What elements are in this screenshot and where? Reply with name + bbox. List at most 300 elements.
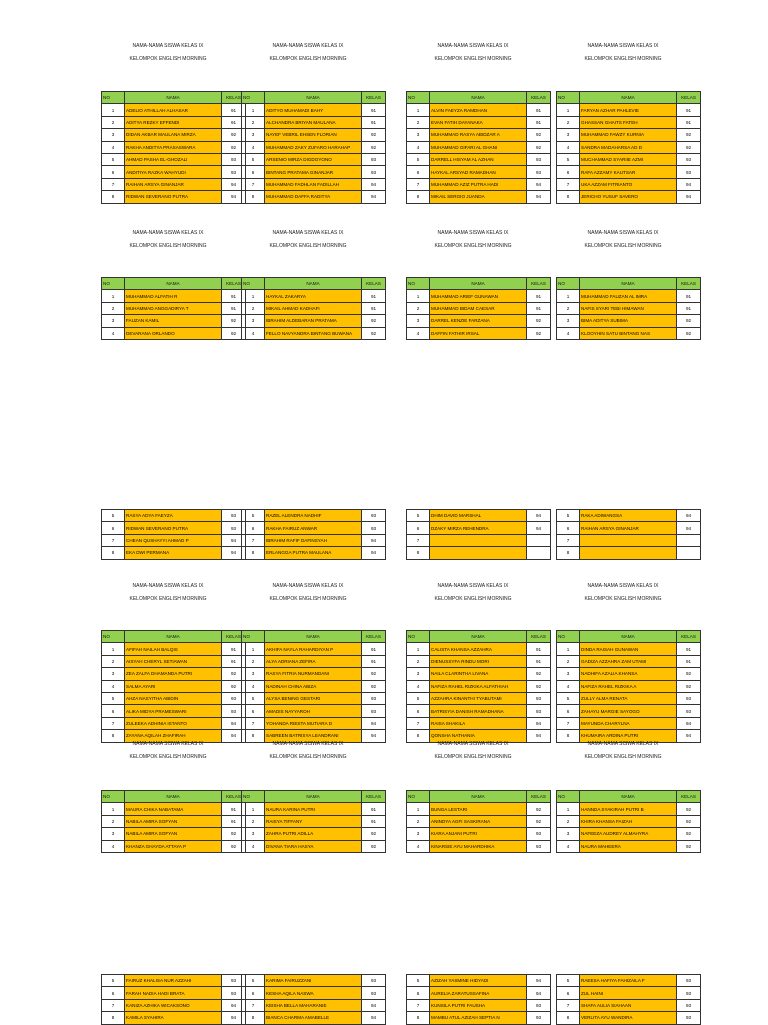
cell-no[interactable]: 2: [242, 815, 265, 827]
cell-nama[interactable]: CALISTA KHANSA AZZAHRA: [430, 643, 527, 655]
cell-nama[interactable]: FAUZAN KAMIL: [125, 315, 222, 327]
cell-no[interactable]: 2: [407, 815, 430, 827]
cell-kelas[interactable]: 93: [362, 522, 386, 534]
cell-kelas[interactable]: 94: [362, 1012, 386, 1024]
cell-nama[interactable]: MUHAMMAD FAUZAN AL IMRA: [580, 290, 677, 302]
cell-nama[interactable]: RAKHA ANDITYA PRASASWARA: [125, 141, 222, 153]
cell-nama[interactable]: RASYA ADYA FAEYZA: [125, 510, 222, 522]
table-row[interactable]: [242, 290, 386, 302]
table-row[interactable]: [102, 129, 246, 141]
table-row[interactable]: [557, 1012, 701, 1024]
cell-nama[interactable]: NAYEF VEBRIL EHSEN FLORIAN: [265, 129, 362, 141]
cell-no[interactable]: 4: [242, 141, 265, 153]
cell-nama[interactable]: CHEAN QUSHAYYI AHMAD P: [125, 534, 222, 546]
table-row[interactable]: [557, 510, 701, 522]
cell-kelas[interactable]: 92: [362, 828, 386, 840]
cell-kelas[interactable]: 92: [677, 327, 701, 339]
cell-kelas[interactable]: 92: [362, 840, 386, 852]
cell-no[interactable]: 1: [407, 643, 430, 655]
cell-nama[interactable]: MAURA CHIKA NABATAMA: [125, 803, 222, 815]
cell-kelas[interactable]: 93: [222, 705, 246, 717]
cell-kelas[interactable]: 91: [362, 104, 386, 116]
cell-no[interactable]: 5: [102, 975, 125, 987]
cell-nama[interactable]: MIKAIL SERGIO JUANDA: [430, 191, 527, 203]
cell-no[interactable]: 3: [242, 129, 265, 141]
cell-nama[interactable]: QONSHA NATHANIA: [430, 730, 527, 742]
cell-nama[interactable]: BINTANG PRATAMA GINANJAR: [265, 166, 362, 178]
cell-kelas[interactable]: 94: [222, 717, 246, 729]
cell-no[interactable]: 8: [242, 191, 265, 203]
cell-nama[interactable]: MUHAMMAD ANGGADIRYA T: [125, 302, 222, 314]
cell-no[interactable]: 6: [242, 166, 265, 178]
cell-no[interactable]: 4: [407, 840, 430, 852]
cell-nama[interactable]: DEVARANA ORLANDO: [125, 327, 222, 339]
cell-kelas[interactable]: 91: [222, 815, 246, 827]
cell-kelas[interactable]: 93: [222, 987, 246, 999]
cell-nama[interactable]: HANNDA SYAKIRAH PUTRI B: [580, 803, 677, 815]
table-row[interactable]: [557, 166, 701, 178]
cell-kelas[interactable]: [677, 534, 701, 546]
table-row[interactable]: [407, 290, 551, 302]
table-row[interactable]: [242, 153, 386, 165]
cell-nama[interactable]: NABILA AMIRA SOFYAN: [125, 828, 222, 840]
cell-no[interactable]: 4: [242, 327, 265, 339]
table-row[interactable]: [557, 116, 701, 128]
cell-kelas[interactable]: 92: [222, 840, 246, 852]
table-row[interactable]: [407, 522, 551, 534]
cell-nama[interactable]: ADITYO MUHAMADI BAHY: [265, 104, 362, 116]
cell-no[interactable]: 3: [242, 668, 265, 680]
cell-kelas[interactable]: 92: [677, 680, 701, 692]
table-row[interactable]: [102, 315, 246, 327]
cell-no[interactable]: 1: [102, 643, 125, 655]
cell-nama[interactable]: SHAFA AULIA SIAHAAN: [580, 999, 677, 1011]
table-row[interactable]: [102, 547, 246, 559]
cell-nama[interactable]: MAMBU ATUL AZIZAH SEPTIA N: [430, 1012, 527, 1024]
cell-no[interactable]: 7: [407, 717, 430, 729]
cell-nama[interactable]: VERLITA AYU WANDIRA: [580, 1012, 677, 1024]
cell-kelas[interactable]: 93: [222, 510, 246, 522]
table-row[interactable]: [407, 705, 551, 717]
cell-nama[interactable]: ALYSA BENING GESTARI: [265, 692, 362, 704]
cell-no[interactable]: 6: [407, 705, 430, 717]
table-row[interactable]: [557, 705, 701, 717]
table-row[interactable]: [407, 987, 551, 999]
cell-kelas[interactable]: 93: [222, 153, 246, 165]
cell-nama[interactable]: JERICHO YUSUF SAVERO: [580, 191, 677, 203]
table-row[interactable]: [407, 840, 551, 852]
table-row[interactable]: [557, 534, 701, 546]
cell-nama[interactable]: KHIRA KHANSA FAIZAH: [580, 815, 677, 827]
cell-kelas[interactable]: 93: [527, 828, 551, 840]
cell-kelas[interactable]: 91: [677, 104, 701, 116]
cell-kelas[interactable]: 94: [677, 717, 701, 729]
cell-kelas[interactable]: 93: [677, 153, 701, 165]
table-row[interactable]: [557, 975, 701, 987]
cell-no[interactable]: 8: [102, 547, 125, 559]
cell-no[interactable]: 5: [557, 692, 580, 704]
cell-nama[interactable]: NAFIZA RAHEL RIZKIKA A: [580, 680, 677, 692]
cell-kelas[interactable]: 93: [527, 153, 551, 165]
cell-kelas[interactable]: 91: [527, 643, 551, 655]
cell-kelas[interactable]: 92: [527, 803, 551, 815]
table-row[interactable]: [102, 534, 246, 546]
table-row[interactable]: [102, 1012, 246, 1024]
cell-no[interactable]: 6: [557, 705, 580, 717]
cell-nama[interactable]: MUHAMMAD BIDAM CAESAR: [430, 302, 527, 314]
table-row[interactable]: [102, 510, 246, 522]
cell-nama[interactable]: YOHANDA RIESTA MUTIARA D: [265, 717, 362, 729]
cell-kelas[interactable]: 91: [527, 116, 551, 128]
table-row[interactable]: [407, 692, 551, 704]
cell-no[interactable]: 4: [102, 680, 125, 692]
table-row[interactable]: [557, 717, 701, 729]
cell-no[interactable]: 2: [242, 655, 265, 667]
table-row[interactable]: [102, 975, 246, 987]
cell-nama[interactable]: RAISYA TIFFANY: [265, 815, 362, 827]
table-row[interactable]: [407, 815, 551, 827]
cell-no[interactable]: 8: [407, 547, 430, 559]
cell-no[interactable]: 6: [102, 522, 125, 534]
cell-no[interactable]: 1: [102, 803, 125, 815]
table-row[interactable]: [102, 327, 246, 339]
cell-nama[interactable]: AMADIS NAYYAROH: [265, 705, 362, 717]
cell-kelas[interactable]: 93: [362, 705, 386, 717]
cell-nama[interactable]: NAILA CLARINTHA LIVANA: [430, 668, 527, 680]
cell-nama[interactable]: [430, 534, 527, 546]
cell-no[interactable]: 5: [557, 153, 580, 165]
cell-no[interactable]: 4: [407, 327, 430, 339]
table-row[interactable]: [242, 534, 386, 546]
cell-kelas[interactable]: 92: [222, 141, 246, 153]
cell-no[interactable]: 3: [407, 129, 430, 141]
table-row[interactable]: [407, 643, 551, 655]
cell-nama[interactable]: KHANZA GHAYDA ATTAYA P: [125, 840, 222, 852]
cell-nama[interactable]: NADINAH CHINA ABIZA: [265, 680, 362, 692]
cell-no[interactable]: 4: [407, 680, 430, 692]
cell-nama[interactable]: ERLANGGA PUTRA MAULANA: [265, 547, 362, 559]
cell-kelas[interactable]: 91: [527, 104, 551, 116]
cell-kelas[interactable]: 93: [222, 522, 246, 534]
cell-no[interactable]: 1: [407, 803, 430, 815]
table-row[interactable]: [242, 178, 386, 190]
cell-kelas[interactable]: 92: [527, 327, 551, 339]
cell-no[interactable]: 2: [407, 116, 430, 128]
cell-no[interactable]: 1: [407, 104, 430, 116]
cell-kelas[interactable]: 91: [527, 290, 551, 302]
table-row[interactable]: [102, 141, 246, 153]
cell-nama[interactable]: KHUMAIRA ARDINA PUTRI: [580, 730, 677, 742]
cell-no[interactable]: 3: [557, 129, 580, 141]
cell-no[interactable]: 7: [407, 999, 430, 1011]
cell-nama[interactable]: BATRISYIA DANISH RAMADHANA: [430, 705, 527, 717]
table-row[interactable]: [407, 803, 551, 815]
cell-nama[interactable]: BIANCA CHARMA AMABELLE: [265, 1012, 362, 1024]
cell-no[interactable]: 7: [102, 534, 125, 546]
cell-no[interactable]: 7: [557, 999, 580, 1011]
table-row[interactable]: [557, 191, 701, 203]
table-row[interactable]: [102, 153, 246, 165]
table-row[interactable]: [102, 166, 246, 178]
cell-kelas[interactable]: 91: [677, 643, 701, 655]
cell-nama[interactable]: [580, 547, 677, 559]
cell-no[interactable]: 2: [102, 815, 125, 827]
cell-kelas[interactable]: 93: [527, 840, 551, 852]
cell-no[interactable]: 4: [557, 327, 580, 339]
cell-kelas[interactable]: 93: [362, 153, 386, 165]
table-row[interactable]: [242, 547, 386, 559]
cell-kelas[interactable]: 94: [677, 522, 701, 534]
cell-no[interactable]: 7: [407, 178, 430, 190]
cell-nama[interactable]: MUHAMMAD DAFFA RADITYA: [265, 191, 362, 203]
table-row[interactable]: [102, 705, 246, 717]
table-row[interactable]: [557, 828, 701, 840]
cell-no[interactable]: 6: [102, 705, 125, 717]
cell-kelas[interactable]: 93: [222, 975, 246, 987]
cell-nama[interactable]: RAIHAN ARSYA GINANJAR: [580, 522, 677, 534]
cell-no[interactable]: 5: [242, 153, 265, 165]
cell-nama[interactable]: EKA DWI PERMANA: [125, 547, 222, 559]
cell-nama[interactable]: SABREEN BATRISYA LEANDRANI: [265, 730, 362, 742]
table-row[interactable]: [557, 655, 701, 667]
table-row[interactable]: [407, 315, 551, 327]
cell-no[interactable]: 7: [242, 534, 265, 546]
cell-no[interactable]: 7: [557, 717, 580, 729]
cell-nama[interactable]: ZEA ZALFA DHAMANDA PUTRI: [125, 668, 222, 680]
cell-nama[interactable]: ADITYA REZKY EFFENDI: [125, 116, 222, 128]
cell-kelas[interactable]: 91: [222, 803, 246, 815]
cell-nama[interactable]: HAYKAL ZAKARYA: [265, 290, 362, 302]
table-row[interactable]: [557, 178, 701, 190]
cell-no[interactable]: 7: [242, 178, 265, 190]
cell-nama[interactable]: [580, 534, 677, 546]
cell-nama[interactable]: FARYAN AZHAR PAHLEVIE: [580, 104, 677, 116]
cell-kelas[interactable]: 91: [362, 116, 386, 128]
cell-no[interactable]: 2: [407, 655, 430, 667]
table-row[interactable]: [242, 191, 386, 203]
table-row[interactable]: [242, 510, 386, 522]
cell-nama[interactable]: MAYUNDA CHARYLNA: [580, 717, 677, 729]
table-row[interactable]: [242, 680, 386, 692]
cell-no[interactable]: 6: [557, 987, 580, 999]
cell-kelas[interactable]: 91: [222, 302, 246, 314]
cell-kelas[interactable]: 91: [677, 302, 701, 314]
table-row[interactable]: [557, 129, 701, 141]
cell-nama[interactable]: RIDWAN SEVERANO PUTRA: [125, 522, 222, 534]
cell-kelas[interactable]: 92: [222, 129, 246, 141]
cell-nama[interactable]: FELLO NAVYANDRA BINTANG BUWANA: [265, 327, 362, 339]
table-row[interactable]: [242, 668, 386, 680]
cell-no[interactable]: 8: [102, 191, 125, 203]
cell-nama[interactable]: RAISA SHAKILA: [430, 717, 527, 729]
table-row[interactable]: [102, 987, 246, 999]
table-row[interactable]: [557, 290, 701, 302]
table-row[interactable]: [102, 290, 246, 302]
cell-no[interactable]: 2: [557, 116, 580, 128]
cell-nama[interactable]: GADIZA AZZAHRA ZAM UTAMI: [580, 655, 677, 667]
table-row[interactable]: [407, 166, 551, 178]
cell-nama[interactable]: IBRAHIM ALDEBARAN PRATAMA: [265, 315, 362, 327]
cell-kelas[interactable]: 91: [222, 655, 246, 667]
cell-no[interactable]: 2: [557, 302, 580, 314]
table-row[interactable]: [407, 999, 551, 1011]
cell-no[interactable]: 8: [407, 1012, 430, 1024]
cell-nama[interactable]: KIARA ANJANI PUTRI: [430, 828, 527, 840]
table-row[interactable]: [102, 655, 246, 667]
cell-no[interactable]: 8: [557, 1012, 580, 1024]
cell-kelas[interactable]: 94: [362, 547, 386, 559]
cell-no[interactable]: 6: [407, 166, 430, 178]
cell-kelas[interactable]: 94: [527, 717, 551, 729]
cell-no[interactable]: 4: [557, 840, 580, 852]
cell-no[interactable]: 3: [407, 828, 430, 840]
cell-kelas[interactable]: 91: [362, 803, 386, 815]
cell-nama[interactable]: MUHAMMAD FAWZY KURNIA: [580, 129, 677, 141]
cell-kelas[interactable]: 93: [677, 692, 701, 704]
cell-no[interactable]: 3: [242, 828, 265, 840]
table-row[interactable]: [242, 522, 386, 534]
cell-kelas[interactable]: 94: [362, 717, 386, 729]
cell-kelas[interactable]: 91: [362, 290, 386, 302]
cell-no[interactable]: 7: [242, 999, 265, 1011]
cell-nama[interactable]: KLOOYHIN SATU BINTANG NAS: [580, 327, 677, 339]
cell-no[interactable]: 5: [407, 510, 430, 522]
cell-kelas[interactable]: 92: [222, 828, 246, 840]
table-row[interactable]: [242, 643, 386, 655]
cell-kelas[interactable]: 94: [527, 730, 551, 742]
cell-no[interactable]: 5: [102, 510, 125, 522]
cell-nama[interactable]: DIVANA TIARA HASYA: [265, 840, 362, 852]
cell-kelas[interactable]: 94: [527, 191, 551, 203]
cell-no[interactable]: 2: [102, 655, 125, 667]
cell-kelas[interactable]: 94: [222, 547, 246, 559]
cell-nama[interactable]: MUHAMMAD ZAKY ZUFARO HARAHAP: [265, 141, 362, 153]
cell-kelas[interactable]: 93: [677, 1012, 701, 1024]
cell-no[interactable]: 6: [557, 522, 580, 534]
cell-nama[interactable]: EVAN FATIH DAYANAKA: [430, 116, 527, 128]
cell-kelas[interactable]: 93: [527, 692, 551, 704]
cell-kelas[interactable]: 93: [362, 166, 386, 178]
cell-nama[interactable]: ANDITIYA RAZKA WAHYUDI: [125, 166, 222, 178]
cell-kelas[interactable]: 92: [677, 141, 701, 153]
cell-nama[interactable]: NAURA KARINA PUTRI: [265, 803, 362, 815]
cell-nama[interactable]: ZAHRA PUTRI ADILLA: [265, 828, 362, 840]
cell-no[interactable]: 3: [242, 315, 265, 327]
cell-kelas[interactable]: 91: [222, 104, 246, 116]
cell-nama[interactable]: RAKHA FAIRUZ ANWAR: [265, 522, 362, 534]
cell-kelas[interactable]: 92: [527, 680, 551, 692]
table-row[interactable]: [557, 302, 701, 314]
cell-no[interactable]: 5: [407, 975, 430, 987]
cell-kelas[interactable]: 93: [677, 705, 701, 717]
cell-nama[interactable]: DIDAN AKBAR MAULANA MIRZA: [125, 129, 222, 141]
cell-nama[interactable]: NAFIS SYARI TEBI HIMAWAN: [580, 302, 677, 314]
table-row[interactable]: [407, 828, 551, 840]
cell-no[interactable]: 5: [242, 975, 265, 987]
cell-nama[interactable]: ZULEEKA ADHINIA ISTANTO: [125, 717, 222, 729]
cell-kelas[interactable]: 93: [222, 166, 246, 178]
cell-kelas[interactable]: 92: [527, 141, 551, 153]
cell-nama[interactable]: KESHA AQILA NASWA: [265, 987, 362, 999]
table-row[interactable]: [557, 668, 701, 680]
cell-no[interactable]: 1: [557, 803, 580, 815]
cell-no[interactable]: 7: [407, 534, 430, 546]
cell-kelas[interactable]: 93: [527, 705, 551, 717]
cell-nama[interactable]: RAFA AZZAMY KAUTSAR: [580, 166, 677, 178]
cell-nama[interactable]: UKA AZZAM FITRIANTO: [580, 178, 677, 190]
cell-no[interactable]: 1: [242, 803, 265, 815]
cell-no[interactable]: 1: [557, 104, 580, 116]
cell-nama[interactable]: NAFEEZA AUDREY ALMAHYRA: [580, 828, 677, 840]
cell-no[interactable]: 4: [102, 327, 125, 339]
cell-nama[interactable]: ALIKA MIDYA PRAMESWARI: [125, 705, 222, 717]
cell-no[interactable]: 1: [102, 104, 125, 116]
cell-nama[interactable]: AKHIFA NAYLA RAHARDIYAN P: [265, 643, 362, 655]
cell-kelas[interactable]: 92: [527, 129, 551, 141]
cell-nama[interactable]: AISYAH CHERYL SETIAWAN: [125, 655, 222, 667]
cell-kelas[interactable]: 91: [677, 655, 701, 667]
table-row[interactable]: [102, 803, 246, 815]
cell-no[interactable]: 8: [102, 1012, 125, 1024]
table-row[interactable]: [557, 815, 701, 827]
cell-nama[interactable]: HAYKAL ARSYAD RAMADHAN: [430, 166, 527, 178]
cell-kelas[interactable]: 92: [677, 803, 701, 815]
cell-nama[interactable]: MUHAMMAD FADHLAN FADILLAH: [265, 178, 362, 190]
table-row[interactable]: [102, 680, 246, 692]
cell-nama[interactable]: KAMILA SYAHIRA: [125, 1012, 222, 1024]
table-row[interactable]: [557, 692, 701, 704]
table-row[interactable]: [407, 510, 551, 522]
table-row[interactable]: [407, 668, 551, 680]
cell-no[interactable]: 8: [557, 730, 580, 742]
cell-nama[interactable]: NABILA AMIRA SOFYAN: [125, 815, 222, 827]
table-row[interactable]: [242, 104, 386, 116]
cell-nama[interactable]: ADELIO ATHILLAH ALHASAR: [125, 104, 222, 116]
table-row[interactable]: [557, 141, 701, 153]
table-row[interactable]: [242, 999, 386, 1011]
cell-no[interactable]: 5: [242, 510, 265, 522]
cell-no[interactable]: 5: [102, 153, 125, 165]
table-row[interactable]: [407, 141, 551, 153]
cell-nama[interactable]: MIKAIL AHMAD KADHAFI: [265, 302, 362, 314]
cell-nama[interactable]: AURELIA ZARATUSSAFINA: [430, 987, 527, 999]
cell-nama[interactable]: RAKA ADIWANGSA: [580, 510, 677, 522]
table-row[interactable]: [407, 534, 551, 546]
cell-no[interactable]: 1: [557, 290, 580, 302]
cell-nama[interactable]: ALCHANDRA BRIYAN MAULANA: [265, 116, 362, 128]
table-row[interactable]: [242, 803, 386, 815]
cell-nama[interactable]: ZUL HAINI: [580, 987, 677, 999]
cell-nama[interactable]: KINARSIE AYU MAHARDHIKA: [430, 840, 527, 852]
table-row[interactable]: [557, 643, 701, 655]
cell-no[interactable]: 2: [557, 655, 580, 667]
cell-kelas[interactable]: 94: [362, 191, 386, 203]
table-row[interactable]: [102, 692, 246, 704]
cell-kelas[interactable]: 91: [527, 302, 551, 314]
table-row[interactable]: [557, 104, 701, 116]
cell-no[interactable]: 5: [557, 510, 580, 522]
table-row[interactable]: [102, 840, 246, 852]
cell-nama[interactable]: DARREL KENZIE FARZANA: [430, 315, 527, 327]
cell-nama[interactable]: ANINDYA AGFI SASKIRANA: [430, 815, 527, 827]
cell-no[interactable]: 5: [557, 975, 580, 987]
cell-kelas[interactable]: 94: [362, 178, 386, 190]
cell-no[interactable]: 7: [102, 999, 125, 1011]
cell-no[interactable]: 4: [557, 141, 580, 153]
cell-no[interactable]: 6: [407, 987, 430, 999]
cell-no[interactable]: 3: [102, 129, 125, 141]
cell-kelas[interactable]: 91: [222, 290, 246, 302]
